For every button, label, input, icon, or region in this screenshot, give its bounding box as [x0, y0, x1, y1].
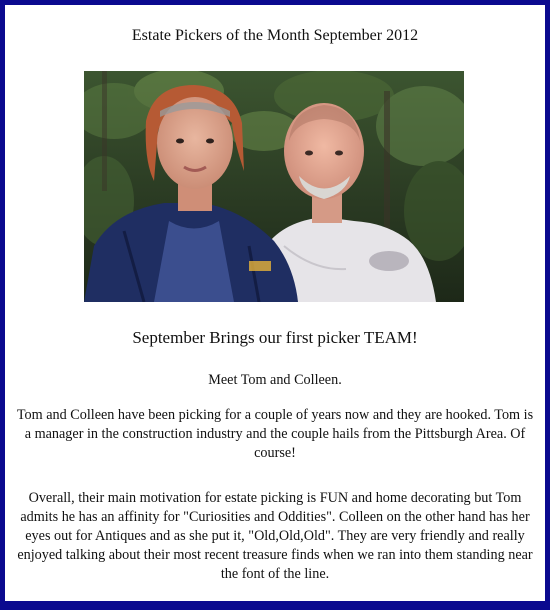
photo-graphic [84, 71, 464, 302]
intro-paragraph: Meet Tom and Colleen. [208, 372, 342, 388]
pickers-photo [84, 71, 464, 302]
headline: September Brings our first picker TEAM! [132, 328, 418, 347]
page-title: Estate Pickers of the Month September 2012 [131, 27, 419, 44]
content-panel [5, 5, 545, 601]
motivation-paragraph: Overall, their main motivation for estate picking is FUN and home decorating but Tom admits he has an affinity for "Curiosities and Oddities". Colleen on the other hand has her eyes out for Antiques and as she put it, "Old,Old,Old". They are very friendly and really enjoyed talking about their most recent treasure finds when we ran into them standing near the font of the line. [17, 490, 533, 582]
background-paragraph: Tom and Colleen have been picking for a couple of years now and they are hooked. Tom is a manager in the construction industry and the couple hails from the Pittsburgh Area. Of course! [16, 407, 534, 461]
